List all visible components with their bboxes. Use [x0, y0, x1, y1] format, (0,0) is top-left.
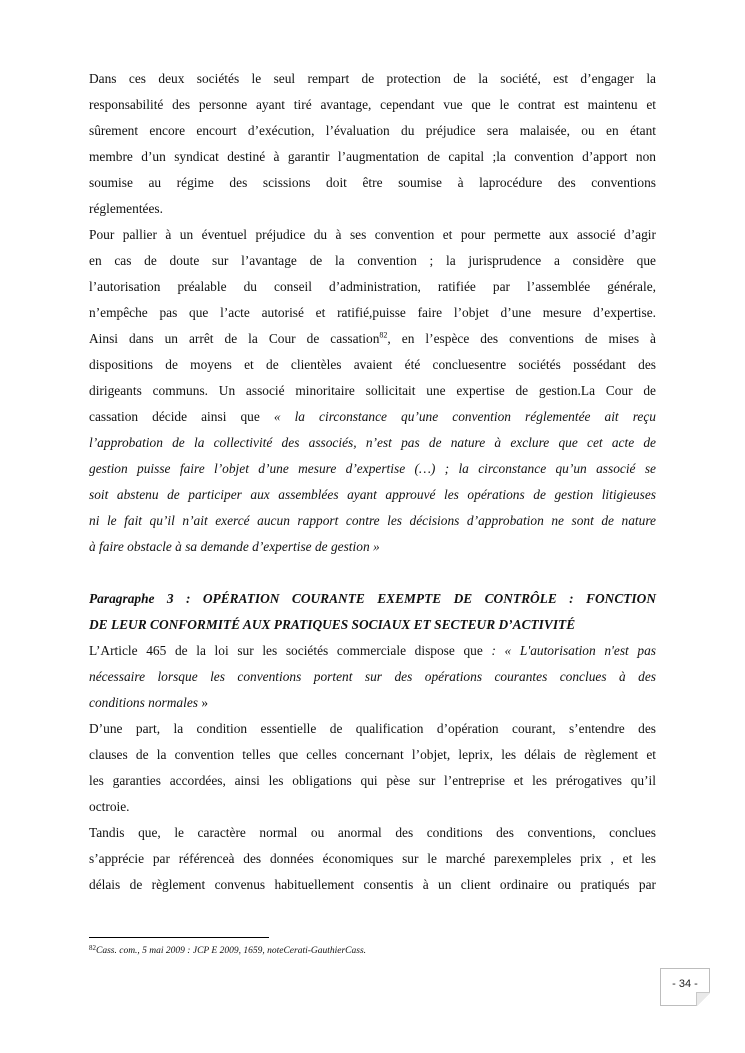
quote-line: soit abstenu de participer aux assemblées ayant approuvé les opérations de gestion litigieuses — [89, 487, 656, 502]
body-line: sûrement encore encourt d’exécution, l’évaluation du préjudice sera malaisée, ou en étant — [89, 123, 656, 138]
footnote-number: 82 — [89, 944, 96, 952]
body-line: dirigeants communs. Un associé minoritaire sollicitait une expertise de gestion.La Cour de — [89, 383, 656, 398]
footnote-separator — [89, 937, 269, 938]
page-body — [89, 66, 656, 898]
body-line — [89, 404, 656, 430]
body-line: Pour pallier à un éventuel préjudice du à ses convention et pour permette aux associé d’agir — [89, 227, 656, 242]
page-curl-icon — [696, 992, 710, 1006]
quote-line: à faire obstacle à sa demande d’expertise de gestion » — [89, 539, 380, 554]
page-number-badge — [660, 968, 710, 1006]
body-line — [89, 638, 656, 664]
quote-line: l’approbation de la collectivité des associés, n’est pas de nature à exclure que cet acte de — [89, 435, 656, 450]
body-text: Ainsi dans un arrêt de la Cour de cassation — [89, 331, 380, 346]
spacer — [89, 560, 656, 586]
body-line: s’apprécie par référenceà des données économiques sur le marché parexempleles prix , et les — [89, 851, 656, 866]
body-text: cassation décide ainsi que — [89, 409, 274, 424]
body-text: » — [197, 695, 209, 710]
footnote-reference[interactable]: 82 — [379, 330, 388, 340]
section-heading: Paragraphe 3 : OPÉRATION COURANTE EXEMPTE DE CONTRÔLE : FONCTION — [89, 591, 656, 606]
body-line: les garanties accordées, ainsi les obligations qui pèse sur l’entreprise et les prérogatives qu’il — [89, 773, 656, 788]
body-line: clauses de la convention telles que celles concernant l’objet, leprix, les délais de règlement et — [89, 747, 656, 762]
body-line: l’autorisation préalable du conseil d’administration, ratifiée par l’assemblée générale, — [89, 279, 656, 294]
body-line — [89, 690, 656, 716]
body-line: réglementées. — [89, 201, 163, 216]
body-line-with-footnote — [89, 326, 656, 352]
quote-text: : « L'autorisation n'est pas — [491, 643, 656, 658]
quote-line: ni le fait qu’il n’ait exercé aucun rapport contre les décisions d’approbation ne sont de nature — [89, 513, 656, 528]
body-line: en cas de doute sur l’avantage de la convention ; la jurisprudence a considère que — [89, 253, 656, 268]
section-heading: DE LEUR CONFORMITÉ AUX PRATIQUES SOCIAUX ET SECTEUR D’ACTIVITÉ — [89, 617, 576, 632]
body-text: , en l’espèce des conventions de mises à — [387, 331, 656, 346]
body-line: Dans ces deux sociétés le seul rempart de protection de la société, est d’engager la — [89, 71, 656, 86]
footnote — [89, 946, 366, 956]
body-line: dispositions de moyens et de clientèles avaient été concluesentre sociétés possédant des — [89, 357, 656, 372]
footnote-text: Cass. com., 5 mai 2009 : JCP E 2009, 1659, noteCerati-GauthierCass. — [96, 946, 367, 956]
body-line: délais de règlement convenus habituellement consentis à un client ordinaire ou pratiqués par — [89, 877, 656, 892]
body-text: L’Article 465 de la loi sur les sociétés commerciale dispose que — [89, 643, 492, 658]
quote-line: gestion puisse faire l’objet d’une mesure d’expertise (…) ; la circonstance qu’un associé se — [89, 461, 656, 476]
quote-text: conditions normales — [89, 695, 198, 710]
quote-line: nécessaire lorsque les conventions portent sur des opérations courantes conclues à des — [89, 669, 656, 684]
body-line: Tandis que, le caractère normal ou anormal des conditions des conventions, conclues — [89, 825, 656, 840]
body-line: octroie. — [89, 799, 130, 814]
body-line: D’une part, la condition essentielle de qualification d’opération courant, s’entendre des — [89, 721, 656, 736]
page-number: - 34 - — [672, 978, 698, 990]
body-line: n’empêche pas que l’acte autorisé et ratifié,puisse faire l’objet d’une mesure d’expertise. — [89, 305, 656, 320]
body-line: responsabilité des personne ayant tiré avantage, cependant vue que le contrat est maintenu et — [89, 97, 656, 112]
body-line: soumise au régime des scissions doit être soumise à laprocédure des conventions — [89, 175, 656, 190]
quote-text: « la circonstance qu’une convention réglementée ait reçu — [273, 409, 656, 424]
body-line: membre d’un syndicat destiné à garantir l’augmentation de capital ;la convention d’apport non — [89, 149, 656, 164]
